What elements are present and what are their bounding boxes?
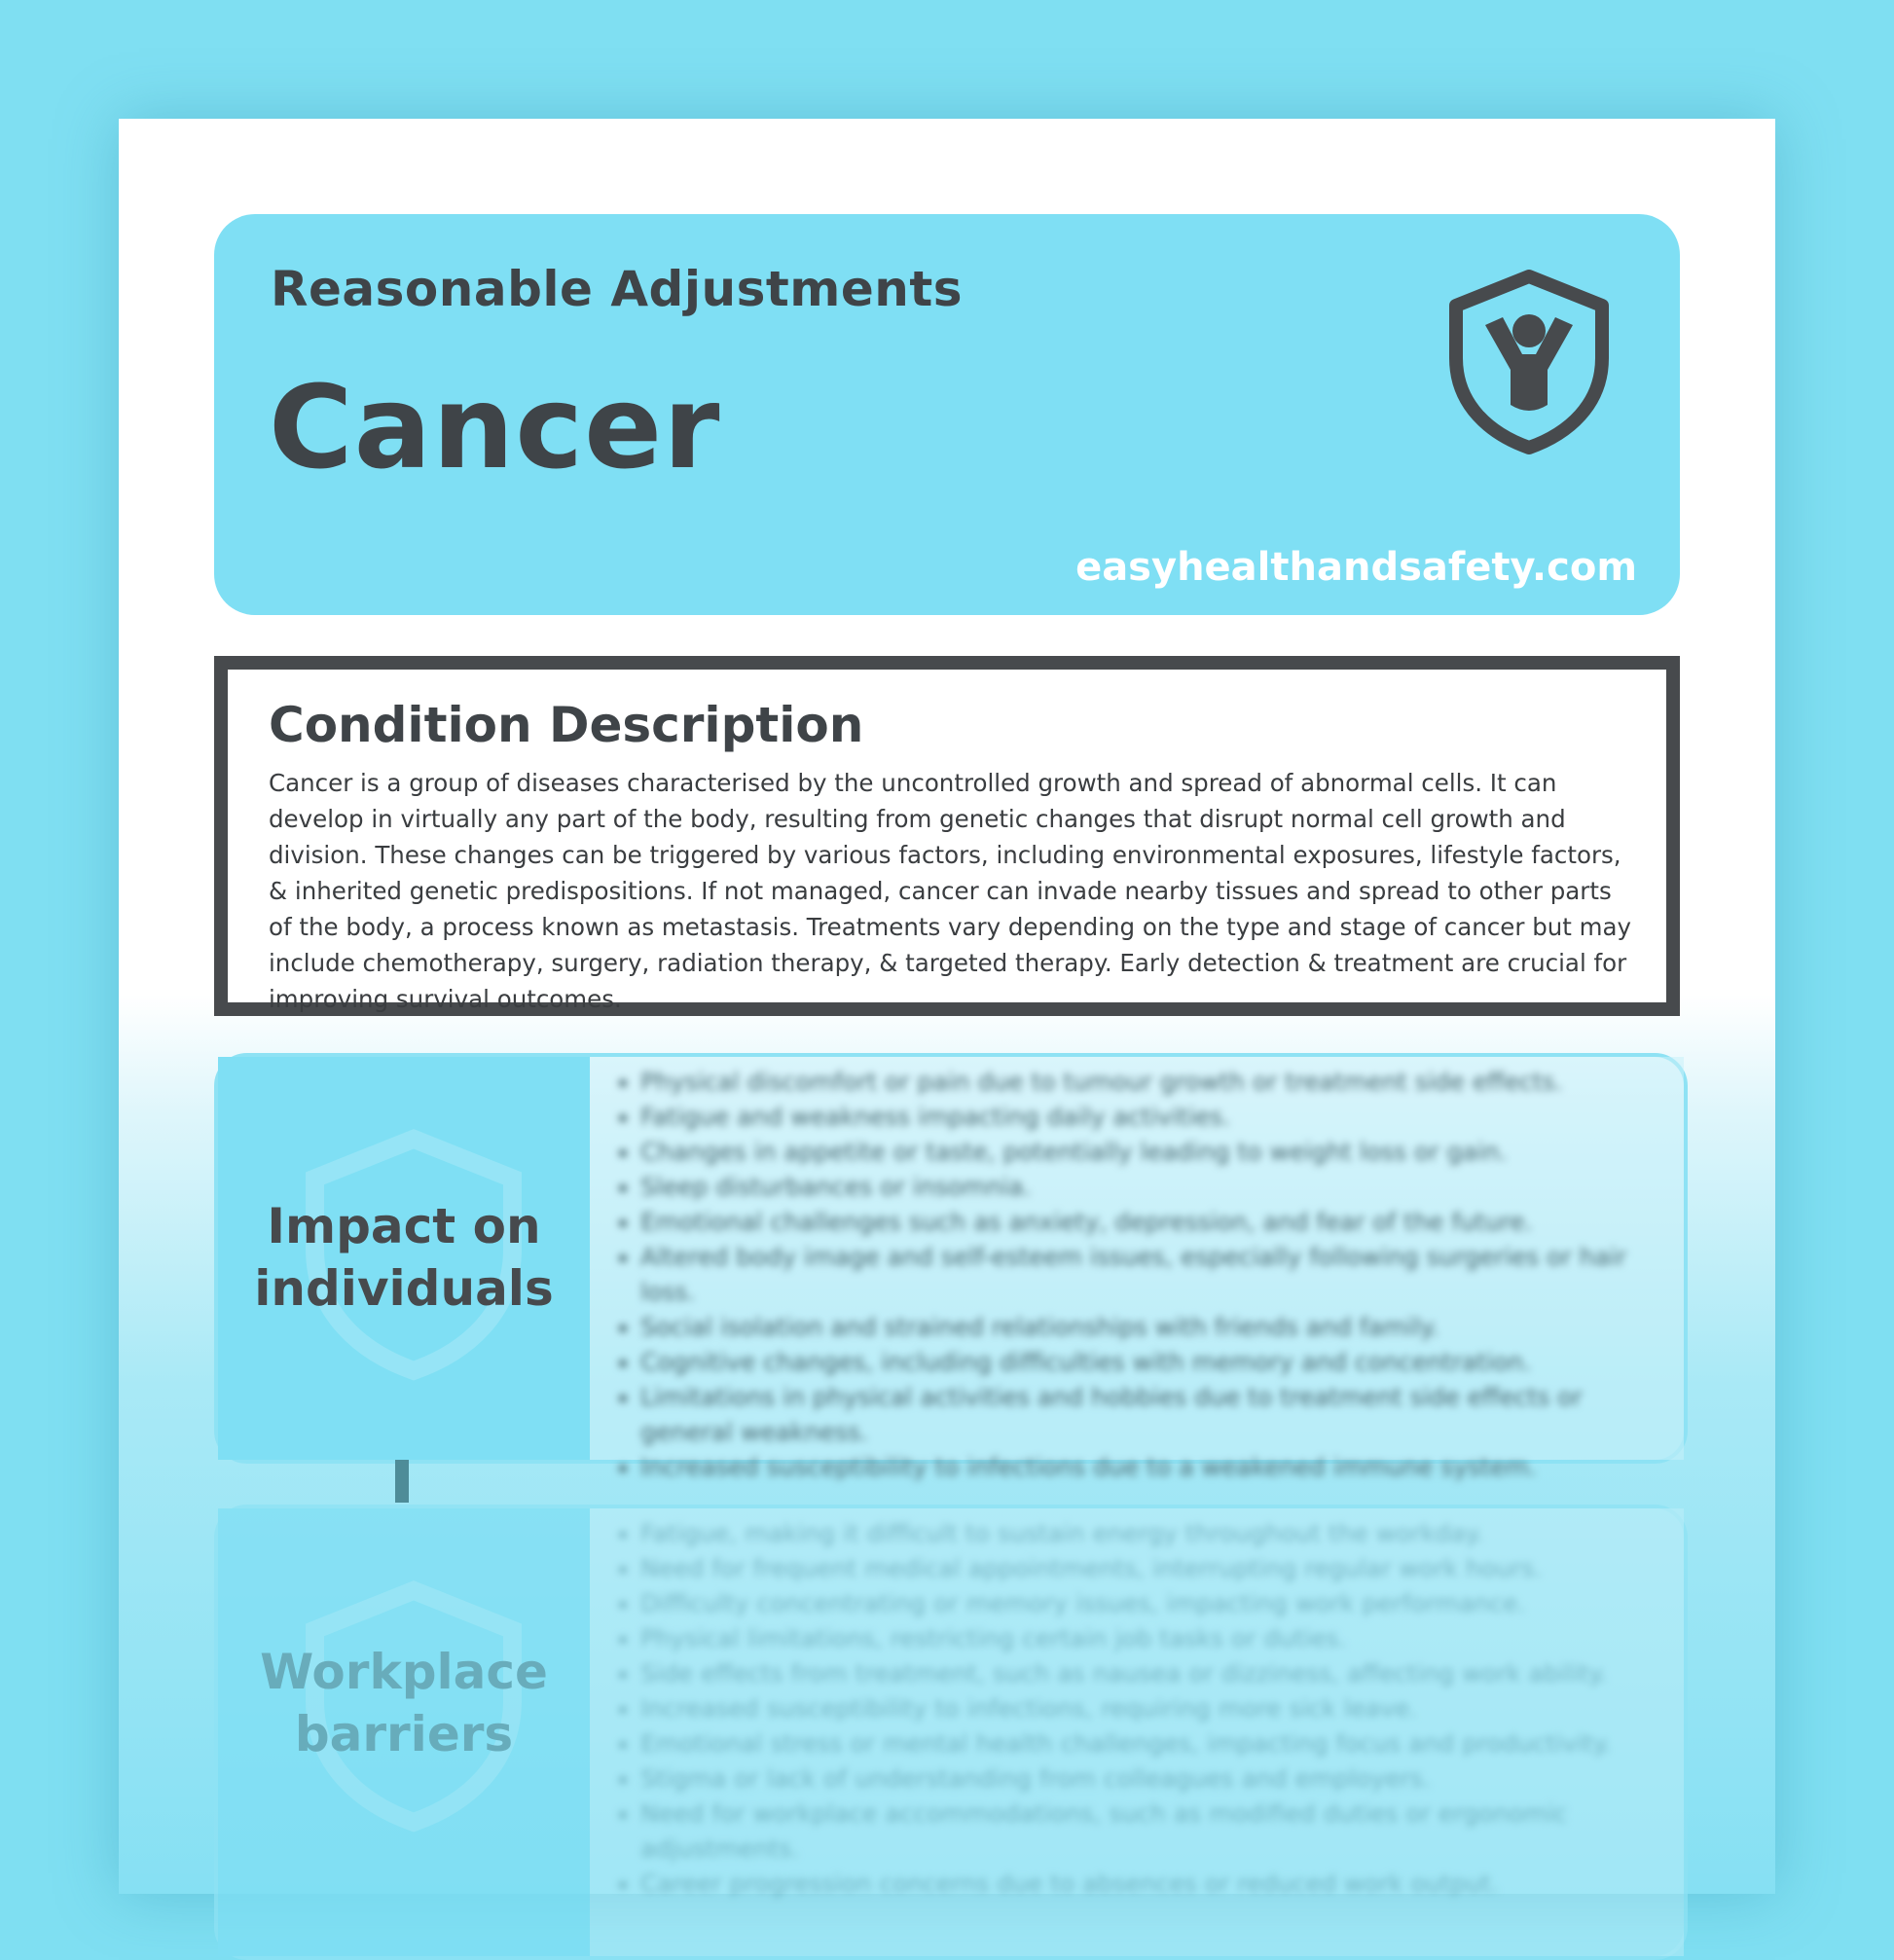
description-heading: Condition Description xyxy=(269,697,864,753)
impact-list xyxy=(590,1057,1684,1485)
impact-label-panel xyxy=(218,1057,590,1460)
list-item: • Cognitive changes, including difficulties with memory and concentration. xyxy=(640,1345,1645,1380)
list-item: • Social isolation and strained relationships with friends and family. xyxy=(640,1310,1645,1345)
shield-person-icon xyxy=(1446,269,1612,454)
list-item: • Need for frequent medical appointments, interrupting regular work hours. xyxy=(640,1551,1645,1586)
list-item: • Emotional stress or mental health challenges, impacting focus and productivity. xyxy=(640,1726,1645,1761)
barriers-label: Workplace barriers xyxy=(260,1644,548,1762)
list-item: • Difficulty concentrating or memory issues, impacting work performance. xyxy=(640,1586,1645,1621)
barriers-label-panel xyxy=(218,1508,590,1956)
list-item: • Need for workplace accommodations, such as modified duties or ergonomic adjustments. xyxy=(640,1797,1645,1867)
list-item: • Increased susceptibility to infections, requiring more sick leave. xyxy=(640,1691,1645,1726)
list-item: • Physical discomfort or pain due to tumour growth or treatment side effects. xyxy=(640,1065,1645,1100)
description-text: Cancer is a group of diseases characterised by the uncontrolled growth and spread of abnormal cells. It can develop in virtually any part of the body, resulting from genetic changes that disrupt normal cell growth and division. These changes can be triggered by various factors, including environmental exposures, lifestyle factors, & inherited genetic predispositions. If not managed, cancer can invade nearby tissues and spread to other parts of the body, a process known as metastasis. Treatments vary depending on the type and stage of cancer but may include chemotherapy, surgery, radiation therapy, & targeted therapy. Early detection & treatment are crucial for improving survival outcomes. xyxy=(269,769,1632,1013)
list-item: • Stigma or lack of understanding from colleagues and employers. xyxy=(640,1761,1645,1797)
list-item: • Altered body image and self-esteem issues, especially following surgeries or hair loss. xyxy=(640,1240,1645,1310)
website-link[interactable]: easyhealthandsafety.com xyxy=(1075,545,1637,590)
condition-description-box xyxy=(214,656,1680,1016)
list-item: • Fatigue and weakness impacting daily activities. xyxy=(640,1100,1645,1135)
list-item: • Sleep disturbances or insomnia. xyxy=(640,1170,1645,1205)
impact-section xyxy=(214,1053,1688,1481)
list-item: • Side effects from treatment, such as nausea or dizziness, affecting work ability. xyxy=(640,1656,1645,1691)
list-item: • Career progression concerns due to absences or reduced work output. xyxy=(640,1867,1645,1902)
barriers-list xyxy=(590,1508,1684,1902)
impact-list-panel xyxy=(590,1057,1684,1481)
list-item: • Changes in appetite or taste, potentially leading to weight loss or gain. xyxy=(640,1135,1645,1170)
list-item: • Physical limitations, restricting certain job tasks or duties. xyxy=(640,1621,1645,1656)
list-item: • Emotional challenges such as anxiety, depression, and fear of the future. xyxy=(640,1205,1645,1240)
workplace-barriers-section xyxy=(214,1505,1688,1960)
list-item: • Increased susceptibility to infections due to a weakened immune system. xyxy=(640,1450,1645,1485)
document-title: Cancer xyxy=(269,360,721,494)
header-banner xyxy=(214,214,1680,615)
impact-label: Impact on individuals xyxy=(254,1198,554,1317)
barriers-list-panel xyxy=(590,1508,1684,1956)
document-page xyxy=(119,119,1775,1898)
list-item: • Fatigue, making it difficult to sustain energy throughout the workday. xyxy=(640,1516,1645,1551)
section-connector xyxy=(395,1460,409,1503)
document-subtitle: Reasonable Adjustments xyxy=(271,261,963,317)
list-item: • Limitations in physical activities and hobbies due to treatment side effects or general weakness. xyxy=(640,1380,1645,1450)
